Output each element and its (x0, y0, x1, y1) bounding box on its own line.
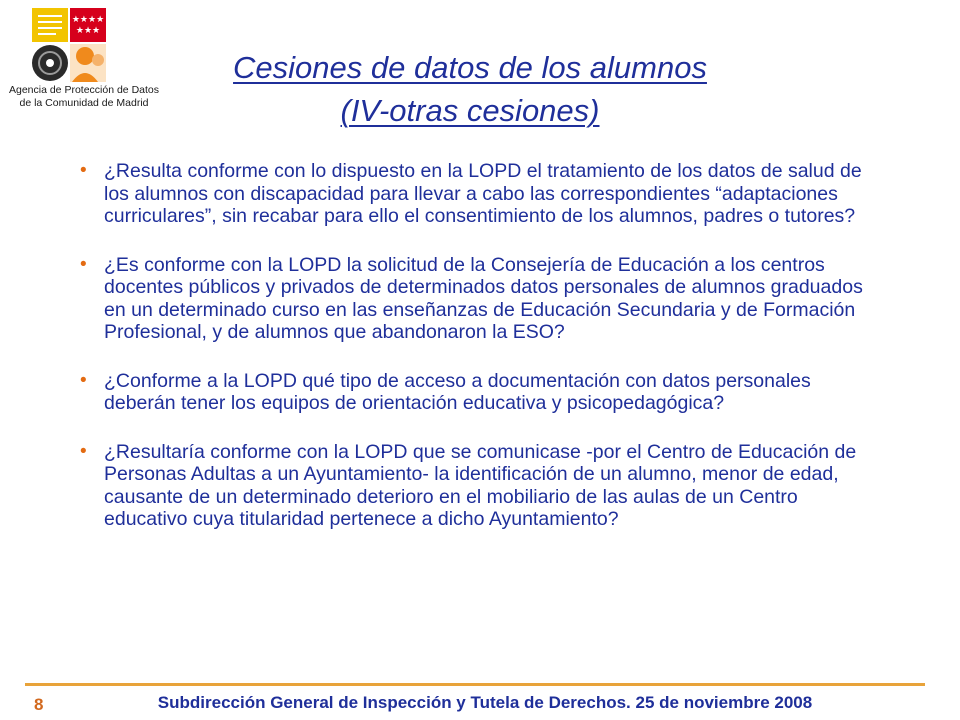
agency-logo (4, 6, 164, 124)
footer-text: Subdirección General de Inspección y Tutela de Derechos. 25 de noviembre 2008 (157, 693, 813, 712)
logo-document-shape (32, 8, 68, 42)
bullet-marker: • (80, 369, 87, 391)
bullet-item (80, 160, 880, 228)
agency-logo-icon (30, 6, 140, 84)
logo-caption-line2: de la Comunidad de Madrid (19, 97, 149, 109)
svg-text:★★★★: ★★★★ (71, 15, 105, 25)
bullet-marker: • (80, 440, 87, 462)
page-number: 8 (34, 695, 44, 714)
bullet-text: ¿Resultaría conforme con la LOPD que se comunicase -por el Centro de Educación de Personas Adultas a un Ayuntamiento- la identificación de un alumno, menor de edad, causante de un determinado deterioro en el mobiliario de las aulas de un Centro educativo cuya titularidad pertenece a dicho Ayuntamiento? (104, 440, 857, 530)
svg-text:★★★: ★★★ (75, 26, 101, 36)
logo-flag-shape (70, 8, 106, 42)
bullet-item (80, 370, 880, 415)
bullet-text: ¿Conforme a la LOPD qué tipo de acceso a documentación con datos personales deberán tener los equipos de orientación educativa y psicopedagógica? (104, 369, 811, 414)
bullet-marker: • (80, 253, 87, 275)
title-line2: (IV-otras cesiones) (340, 93, 600, 128)
bullet-marker: • (80, 160, 87, 181)
footer-divider (25, 683, 925, 686)
logo-figure-shape (76, 47, 94, 65)
title-line1: Cesiones de datos de los alumnos (233, 50, 707, 85)
bullet-item (80, 441, 880, 531)
bullet-text: ¿Resulta conforme con lo dispuesto en la LOPD el tratamiento de los datos de salud de los alumnos con discapacidad para llevar a cabo las correspondientes “adaptaciones curriculares”, sin recabar para ello el consentimiento de los alumnos, padres o tutores? (104, 160, 862, 227)
bullet-list (80, 160, 880, 557)
logo-caption-line1: Agencia de Protección de Datos (8, 84, 159, 96)
page-title (170, 46, 770, 132)
bullet-text: ¿Es conforme con la LOPD la solicitud de la Consejería de Educación a los centros docentes públicos y privados de determinados datos personales de alumnos graduados en un determinado curso en las enseñanzas de Educación Secundaria y de Formación Profesional, y de alumnos que abandonaron la ESO? (104, 253, 863, 343)
bullet-item (80, 254, 880, 344)
